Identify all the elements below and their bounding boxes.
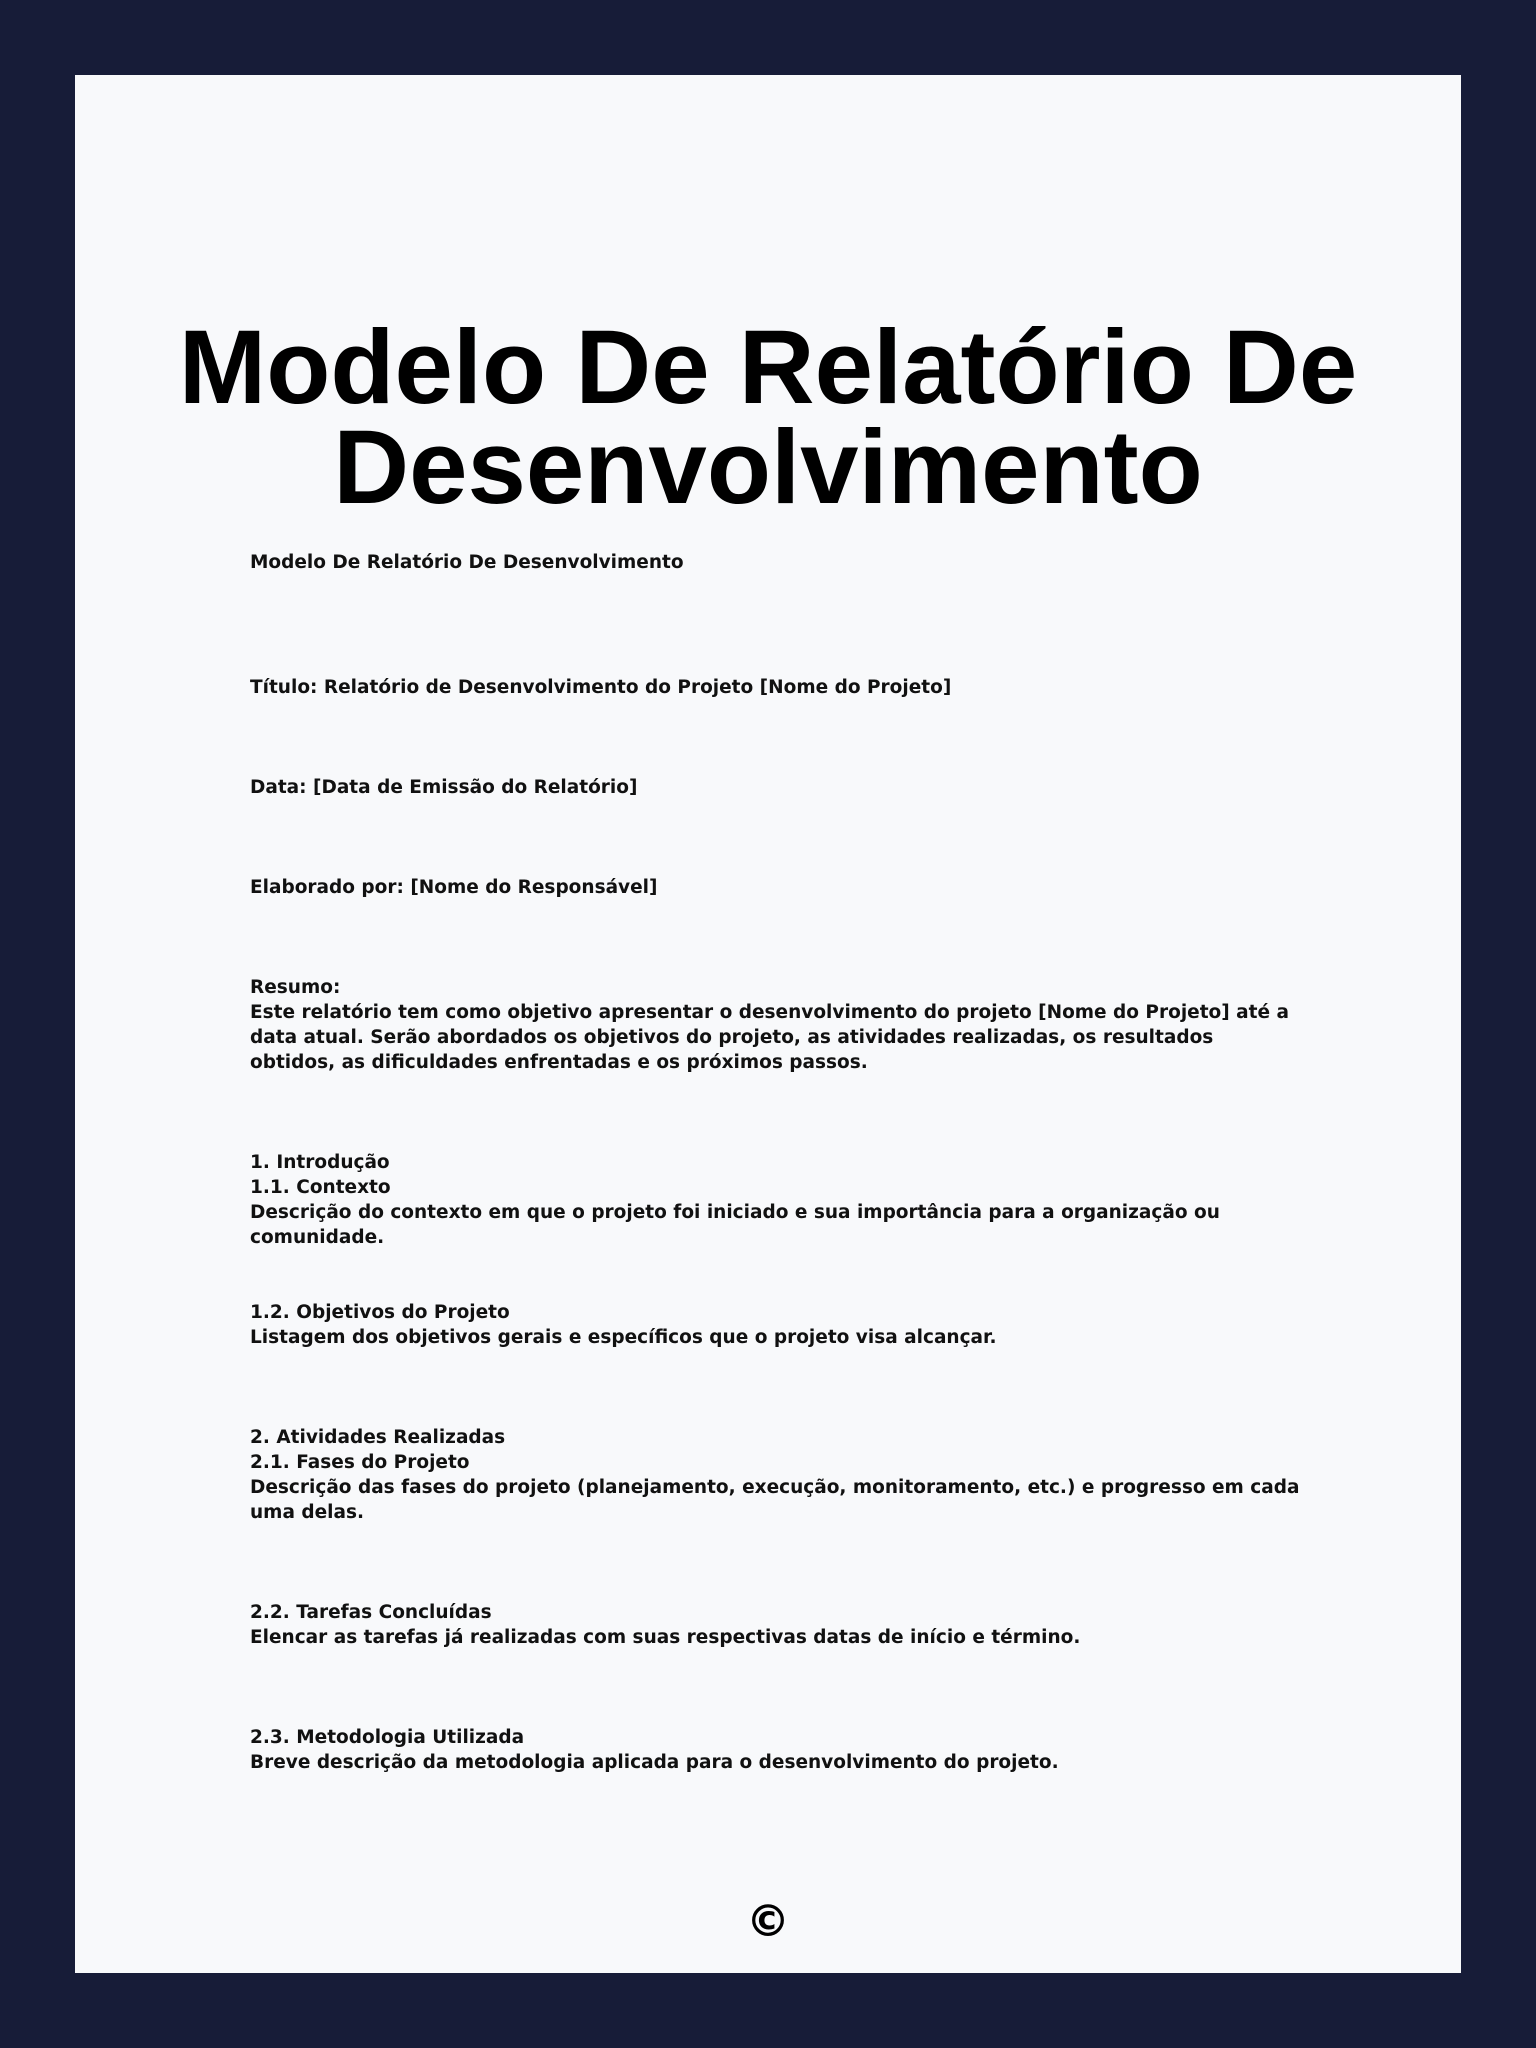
section-introduction [250, 1150, 1300, 1250]
section-text: Descrição das fases do projeto (planejamento, execução, monitoramento, etc.) e progresso em cada uma delas. [250, 1477, 1300, 1523]
page-title-line-2: Desenvolvimento [333, 409, 1203, 526]
section-subheading: 2.2. Tarefas Concluídas [250, 1602, 492, 1623]
copyright-icon: © [746, 1896, 790, 1947]
section-text: Listagem dos objetivos gerais e específicos que o projeto visa alcançar. [250, 1327, 997, 1348]
section-text: Breve descrição da metodologia aplicada para o desenvolvimento do projeto. [250, 1752, 1059, 1773]
section-methodology [250, 1725, 1300, 1775]
date-line: Data: [Data de Emissão do Relatório] [250, 777, 638, 798]
document-page [75, 75, 1461, 1973]
section-subheading: 1.1. Contexto [250, 1177, 391, 1198]
section-text: Descrição do contexto em que o projeto foi iniciado e sua importância para a organização ou comunidade. [250, 1202, 1220, 1248]
section-heading: 2. Atividades Realizadas [250, 1427, 506, 1448]
summary-text: Este relatório tem como objetivo apresentar o desenvolvimento do projeto [Nome do Projeto] até a data atual. Serão abordados os objetivos do projeto, as atividades realizadas, os resultados obtidos, as dificuldades enfrentadas e os próximos passos. [250, 1002, 1289, 1073]
section-subheading: 2.3. Metodologia Utilizada [250, 1727, 525, 1748]
section-subheading: 2.1. Fases do Projeto [250, 1452, 470, 1473]
page-title [75, 309, 1461, 526]
page-title-line-1: Modelo De Relatório De [178, 309, 1358, 426]
section-heading: 1. Introdução [250, 1152, 390, 1173]
document-subtitle: Modelo De Relatório De Desenvolvimento [250, 552, 684, 573]
section-text: Elencar as tarefas já realizadas com suas respectivas datas de início e término. [250, 1627, 1081, 1648]
section-activities [250, 1425, 1300, 1525]
section-subheading: 1.2. Objetivos do Projeto [250, 1302, 510, 1323]
title-line: Título: Relatório de Desenvolvimento do Projeto [Nome do Projeto] [250, 677, 952, 698]
section-objectives [250, 1300, 1300, 1350]
section-tasks [250, 1600, 1300, 1650]
summary-heading: Resumo: [250, 977, 341, 998]
author-line: Elaborado por: [Nome do Responsável] [250, 877, 658, 898]
summary-section [250, 975, 1300, 1075]
